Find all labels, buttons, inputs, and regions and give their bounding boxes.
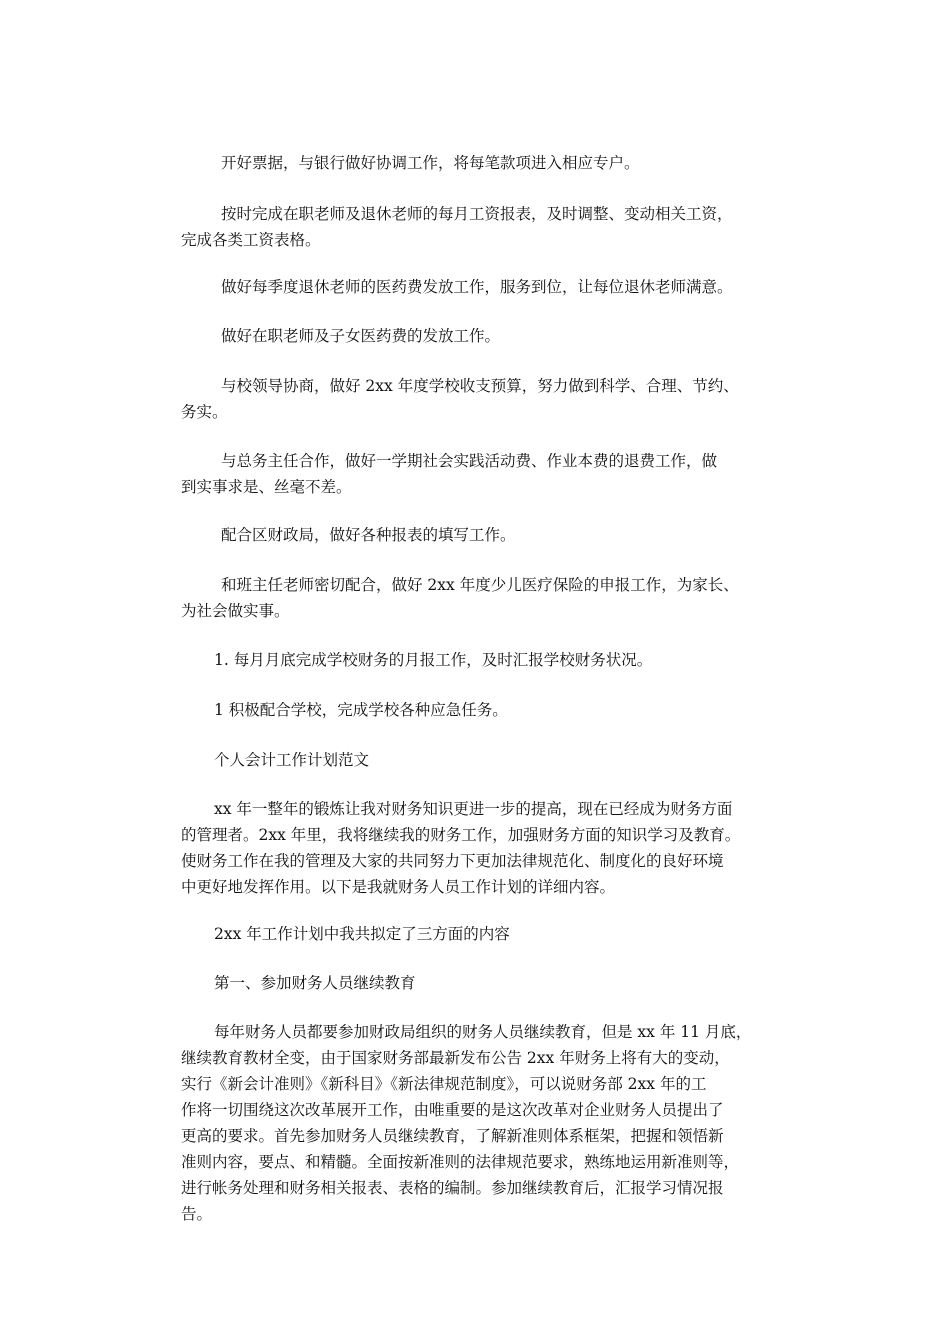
text-line: 每年财务人员都要参加财政局组织的财务人员继续教育，但是 xx 年 11 月底， bbox=[214, 1023, 752, 1041]
paragraph-monthly-report bbox=[181, 647, 781, 673]
text-line: 告。 bbox=[181, 1205, 213, 1223]
paragraph-insurance bbox=[181, 572, 781, 624]
paragraph-continuing-education bbox=[181, 1019, 781, 1227]
subheading-continuing-education bbox=[181, 970, 781, 996]
text-line: 做好在职老师及子女医药费的发放工作。 bbox=[221, 327, 501, 345]
heading-text: 个人会计工作计划范文 bbox=[214, 751, 370, 769]
text-line: 做好每季度退休老师的医药费发放工作，服务到位，让每位退休老师满意。 bbox=[221, 278, 733, 296]
text-line: 1. 每月月底完成学校财务的月报工作，及时汇报学校财务状况。 bbox=[214, 651, 653, 669]
text-line: 更高的要求。首先参加财务人员继续教育，了解新准则体系框架，把握和领悟新 bbox=[181, 1127, 724, 1145]
text-line: 完成各类工资表格。 bbox=[181, 231, 321, 249]
text-line: xx 年一整年的锻炼让我对财务知识更进一步的提高，现在已经成为财务方面 bbox=[214, 800, 733, 818]
paragraph-retiree-medical bbox=[181, 274, 781, 300]
paragraph-budget bbox=[181, 373, 781, 425]
paragraph-staff-medical bbox=[181, 323, 781, 349]
text-line: 使财务工作在我的管理及大家的共同努力下更加法律规范化、制度化的良好环境 bbox=[181, 852, 724, 870]
text-line: 与总务主任合作，做好一学期社会实践活动费、作业本费的退费工作，做 bbox=[221, 452, 718, 470]
text-line: 为社会做实事。 bbox=[181, 602, 290, 620]
paragraph-finance-bureau bbox=[181, 522, 781, 548]
text-line: 到实事求是、丝毫不差。 bbox=[181, 478, 352, 496]
text-line: 中更好地发挥作用。以下是我就财务人员工作计划的详细内容。 bbox=[181, 878, 616, 896]
text-line: 务实。 bbox=[181, 403, 228, 421]
text-line: 配合区财政局，做好各种报表的填写工作。 bbox=[221, 526, 516, 544]
paragraph-bills bbox=[181, 150, 781, 176]
paragraph-intro bbox=[181, 796, 781, 900]
text-line: 进行帐务处理和财务相关报表、表格的编制。参加继续教育后，汇报学习情况报 bbox=[181, 1179, 724, 1197]
text-line: 开好票据，与银行做好协调工作，将每笔款项进入相应专户。 bbox=[221, 154, 640, 172]
text-line: 与校领导协商，做好 2xx 年度学校收支预算，努力做到科学、合理、节约、 bbox=[221, 377, 739, 395]
text-line: 2xx 年工作计划中我共拟定了三方面的内容 bbox=[214, 925, 510, 943]
text-line: 准则内容，要点、和精髓。全面按新准则的法律规范要求，熟练地运用新准则等， bbox=[181, 1153, 740, 1171]
paragraph-salary bbox=[181, 201, 781, 253]
paragraph-emergency-tasks bbox=[181, 697, 781, 723]
text-line: 继续教育教材全变，由于国家财务部最新发布公告 2xx 年财务上将有大的变动， bbox=[181, 1049, 730, 1067]
text-line: 1 积极配合学校，完成学校各种应急任务。 bbox=[214, 701, 508, 719]
text-line: 和班主任老师密切配合，做好 2xx 年度少儿医疗保险的申报工作，为家长、 bbox=[221, 576, 739, 594]
paragraph-plan-summary bbox=[181, 921, 781, 947]
paragraph-refund bbox=[181, 448, 781, 500]
text-line: 作将一切围绕这次改革展开工作，由唯重要的是这次改革对企业财务人员提出了 bbox=[181, 1101, 724, 1119]
text-line: 的管理者。2xx 年里，我将继续我的财务工作，加强财务方面的知识学习及教育。 bbox=[181, 826, 741, 844]
section-heading-plan bbox=[181, 747, 781, 773]
text-line: 实行《新会计准则》《新科目》《新法律规范制度》，可以说财务部 2xx 年的工 bbox=[181, 1075, 707, 1093]
text-line: 按时完成在职老师及退休老师的每月工资报表，及时调整、变动相关工资， bbox=[221, 205, 733, 223]
heading-text: 第一、参加财务人员继续教育 bbox=[214, 974, 416, 992]
